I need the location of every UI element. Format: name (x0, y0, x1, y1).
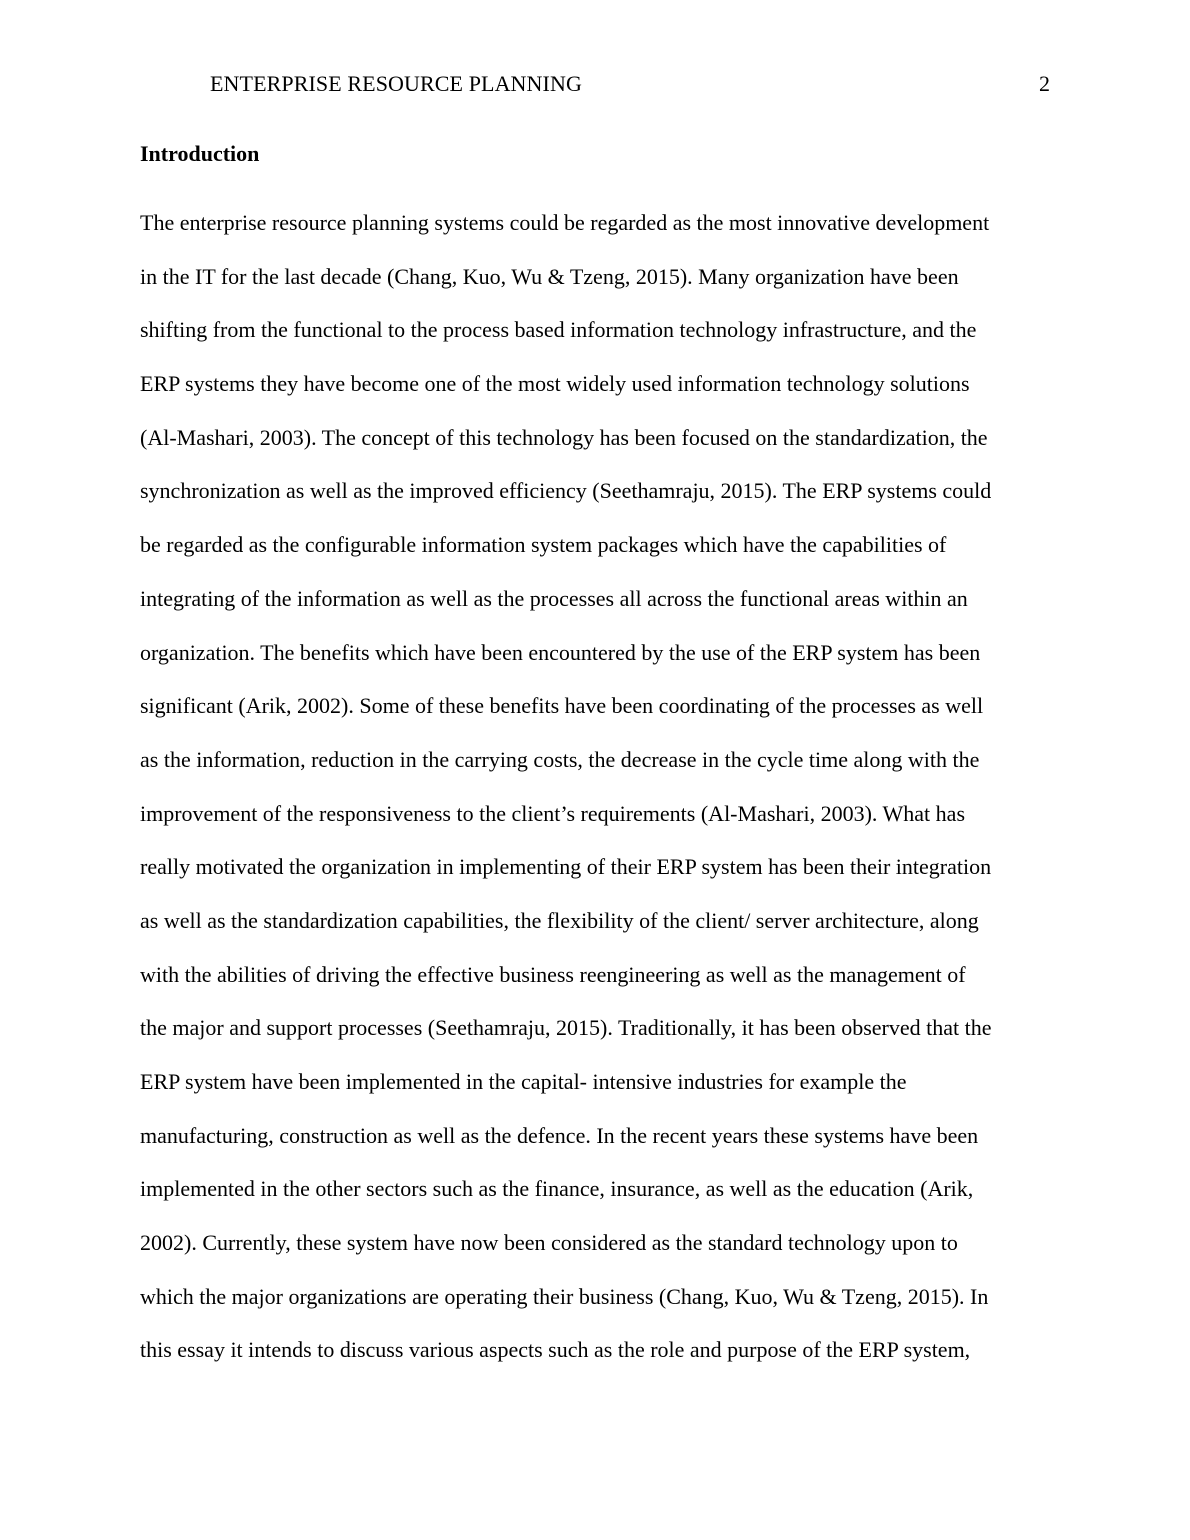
paragraph-line: integrating of the information as well as the processes all across the functional areas within an (140, 585, 968, 611)
paragraph-line: this essay it intends to discuss various aspects such as the role and purpose of the ERP system, (140, 1337, 971, 1363)
paragraph-line: as well as the standardization capabilities, the flexibility of the client/ server architecture, along (140, 907, 979, 933)
paragraph-line: synchronization as well as the improved efficiency (Seethamraju, 2015). The ERP systems could (140, 478, 992, 504)
paragraph-line: (Al-Mashari, 2003). The concept of this technology has been focused on the standardization, the (140, 424, 988, 450)
paragraph-line: with the abilities of driving the effective business reengineering as well as the management of (140, 961, 966, 987)
section-heading: Introduction (140, 141, 260, 166)
paragraph-line: ERP systems they have become one of the most widely used information technology solutions (140, 371, 970, 397)
page-number: 2 (1039, 71, 1050, 96)
body-paragraph (140, 196, 1060, 1377)
paragraph-line: manufacturing, construction as well as the defence. In the recent years these systems have been (140, 1122, 979, 1148)
paragraph-line: the major and support processes (Seethamraju, 2015). Traditionally, it has been observed that the (140, 1015, 992, 1041)
paragraph-line: be regarded as the configurable information system packages which have the capabilities of (140, 532, 947, 558)
paragraph-line: The enterprise resource planning systems could be regarded as the most innovative development (140, 210, 990, 235)
paragraph-line: ERP system have been implemented in the capital- intensive industries for example the (140, 1069, 907, 1094)
paragraph-line: improvement of the responsiveness to the client’s requirements (Al-Mashari, 2003). What has (140, 800, 965, 826)
running-head: ENTERPRISE RESOURCE PLANNING (210, 71, 582, 96)
paragraph-line: which the major organizations are operating their business (Chang, Kuo, Wu & Tzeng, 2015). In (140, 1283, 989, 1309)
paragraph-line: organization. The benefits which have been encountered by the use of the ERP system has been (140, 639, 981, 665)
paragraph-line: in the IT for the last decade (Chang, Kuo, Wu & Tzeng, 2015). Many organization have been (140, 263, 959, 289)
paragraph-line: implemented in the other sectors such as the finance, insurance, as well as the education (Arik, (140, 1176, 974, 1202)
paragraph-line: really motivated the organization in implementing of their ERP system has been their integration (140, 854, 992, 880)
paragraph-line: 2002). Currently, these system have now been considered as the standard technology upon to (140, 1230, 958, 1256)
paragraph-line: as the information, reduction in the carrying costs, the decrease in the cycle time along with the (140, 746, 980, 772)
paragraph-line: shifting from the functional to the process based information technology infrastructure, and the (140, 317, 977, 343)
paragraph-line: significant (Arik, 2002). Some of these benefits have been coordinating of the processes as well (140, 693, 984, 719)
